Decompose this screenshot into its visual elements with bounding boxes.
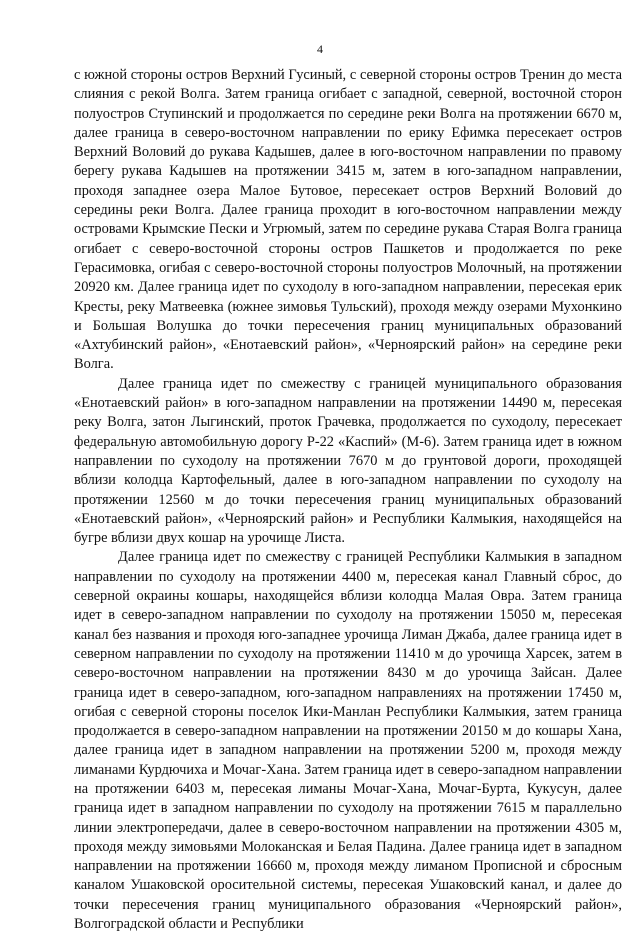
document-body [74,66,622,934]
page-number: 4 [317,42,323,56]
paragraph-3: Далее граница идет по смежеству с границей Республики Калмыкия в западном направлении по суходолу на протяжении 4400 м, пересекая канал Главный сброс, до северной окраины кошары, находящейся вблизи колодца Малая Овра. Затем граница идет в северо-западном направлении по суходолу на протяжении 15050 м, пересекая канал без названия и проходя юго-западнее урочища Лиман Джаба, далее граница идет в северном направлении по суходолу на протяжении 11410 м до урочища Харсек, затем в северо-восточном направлении на протяжении 8430 м до урочища Зайсан. Далее граница идет в северо-западном, юго-западном направлениях на протяжении 17450 м, огибая с северной стороны поселок Ики-Манлан Республики Калмыкия, затем граница продолжается в северо-западном направлении на протяжении 20150 м до кошары Хана, далее граница идет в западном направлении на протяжении 5200 м, проходя между лиманами Курдючиха и Мочаг-Хана. Затем граница идет в северо-западном направлении на протяжении 6403 м, пересекая лиманы Мочаг-Хана, Мочаг-Бурта, Кукусун, далее граница идет в западном направлении по суходолу на протяжении 7615 м параллельно линии электропередачи, далее в северо-восточном направлении на протяжении 4305 м, проходя между зимовьями Молоканская и Белая Падина. Далее граница идет в западном направлении на протяжении 16660 м, проходя между лиманом Прописной и сбросным каналом Ушаковской оросительной системы, пересекая Ушаковский канал, и далее до точки пересечения границ муниципального образования «Черноярский район», Волгоградской области и Республики [74,549,622,933]
paragraph-1: с южной стороны остров Верхний Гусиный, с северной стороны остров Тренин до места слияния с рекой Волга. Затем граница огибает с западной, северной, восточной сторон полуостров Ступинский и продолжается по середине реки Волга на протяжении 6670 м, далее граница в северо-восточном направлении по ерику Ефимка пересекает остров Верхний Воловий до рукава Кадышев, далее в юго-восточном направлении по правому берегу рукава Кадышев на протяжении 3415 м, затем в юго-западном направлении, проходя западнее озера Малое Бутовое, пересекает остров Верхний Воловий до середины реки Волга. Далее граница проходит в юго-восточном направлении между островами Крымские Пески и Угрюмый, затем по середине рукава Старая Волга граница огибает с северо-восточной стороны остров Пашкетов и продолжается по реке Герасимовка, огибая с северо-восточной стороны полуостров Молочный, на протяжении 20920 км. Далее граница идет по суходолу в юго-западном направлении, пересекая ерик Кресты, реку Матвеевка (южнее зимовья Тульский), проходя между озерами Мухонкино и Большая Волушка до точки пересечения границ муниципальных образований «Ахтубинский район», «Енотаевский район», «Черноярский район» на середине реки Волга. [74,67,622,373]
paragraph-2: Далее граница идет по смежеству с границей муниципального образования «Енотаевский район» в юго-западном направлении на протяжении 14490 м, пересекая реку Волга, затон Лыгинский, проток Грачевка, продолжается по суходолу, пересекает федеральную автомобильную дорогу Р-22 «Каспий» (М-6). Затем граница идет в южном направлении по суходолу на протяжении 7670 м до грунтовой дороги, проходящей вблизи колодца Картофельный, далее в юго-западном направлении по суходолу на протяжении 12560 м до точки пересечения границ муниципальных образований «Енотаевский район», «Черноярский район» и Республики Калмыкия, находящейся на бугре вблизи двух кошар на урочище Листа. [74,375,622,547]
